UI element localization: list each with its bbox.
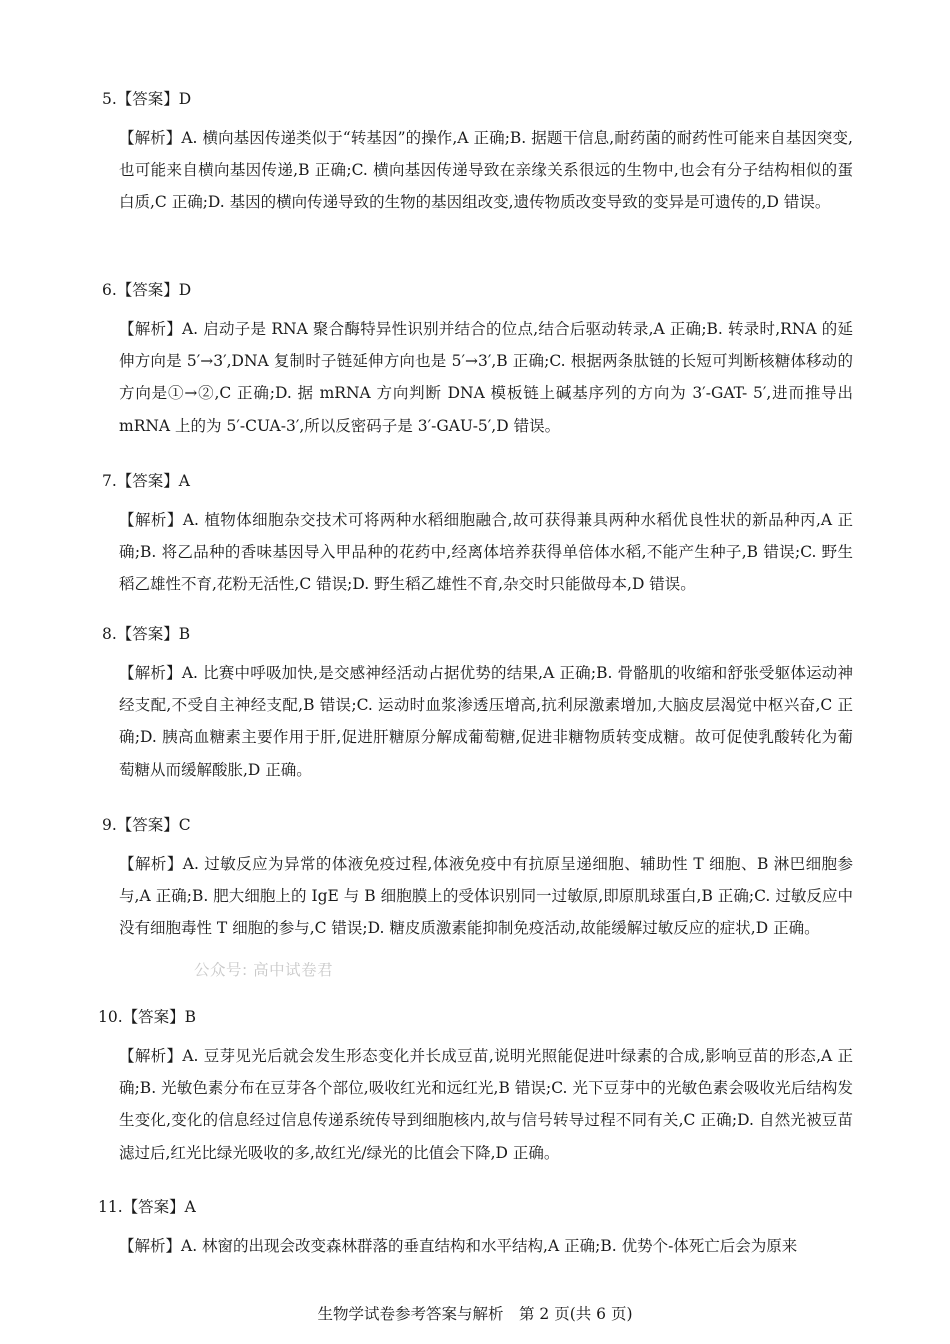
explanation-q8: 【解析】A. 比赛中呼吸加快,是交感神经活动占据优势的结果,A 正确;B. 骨骼肌的收缩和舒张受躯体运动神经支配,不受自主神经支配,B 错误;C. 运动时血浆渗透压增高,抗利尿激素增加,大脑皮层渴觉中枢兴奋,C 正确;D. 胰高血糖素主要作用于肝,促进肝糖原分解成葡萄糖,促进非糖物质转变成糖。故可促使乳酸转化为葡萄糖从而缓解酸胀,D 正确。 (119, 664, 853, 779)
explanation-q10: 【解析】A. 豆芽见光后就会发生形态变化并长成豆苗,说明光照能促进叶绿素的合成,影响豆苗的形态,A 正确;B. 光敏色素分布在豆芽各个部位,吸收红光和远红光,B 错误;C. 光下豆芽中的光敏色素会吸收光后结构发生变化,变化的信息经过信息传递系统传导到细胞核内,故与信号转导过程不同有关,C 正确;D. 自然光被豆苗滤过后,红光比绿光吸收的多,故红光/绿光的比值会下降,D 正确。 (119, 1047, 853, 1162)
answer-line-q11: 11.【答案】A (98, 1198, 196, 1216)
page-footer: 生物学试卷参考答案与解析 第 2 页(共 6 页) (317, 1305, 633, 1323)
explanation-q9: 【解析】A. 过敏反应为异常的体液免疫过程,体液免疫中有抗原呈递细胞、辅助性 T 细胞、B 淋巴细胞参与,A 正确;B. 肥大细胞上的 IgE 与 B 细胞膜上的受体识别同一过敏原,即原肌球蛋白,B 正确;C. 过敏反应中没有细胞毒性 T 细胞的参与,C 错误;D. 糖皮质激素能抑制免疫活动,故能缓解过敏反应的症状,D 正确。 (119, 855, 853, 938)
watermark: 公众号: 高中试卷君 (194, 961, 334, 979)
answer-line-q8: 8.【答案】B (102, 625, 191, 643)
explanation-q7: 【解析】A. 植物体细胞杂交技术可将两种水稻细胞融合,故可获得兼具两种水稻优良性状的新品种丙,A 正确;B. 将乙品种的香味基因导入甲品种的花药中,经离体培养获得单倍体水稻,不能产生种子,B 错误;C. 野生稻乙雄性不育,花粉无活性,C 错误;D. 野生稻乙雄性不育,杂交时只能做母本,D 错误。 (119, 511, 853, 594)
answer-line-q9: 9.【答案】C (102, 816, 191, 834)
answer-line-q7: 7.【答案】A (102, 472, 190, 490)
answer-line-q10: 10.【答案】B (98, 1008, 197, 1026)
explanation-q6: 【解析】A. 启动子是 RNA 聚合酶特异性识别并结合的位点,结合后驱动转录,A 正确;B. 转录时,RNA 的延伸方向是 5′→3′,DNA 复制时子链延伸方向也是 5′→3′,B 正确;C. 根据两条肽链的长短可判断核糖体移动的方向是①→②,C 正确;D. 据 mRNA 方向判断 DNA 模板链上碱基序列的方向为 3′-GAT- 5′,进而推导出 mRNA 上的为 5′-CUA-3′,所以反密码子是 3′-GAU-5′,D 错误。 (119, 320, 853, 435)
answer-line-q5: 5.【答案】D (102, 90, 192, 108)
explanation-q11: 【解析】A. 林窗的出现会改变森林群落的垂直结构和水平结构,A 正确;B. 优势个-体死亡后会为原来 (119, 1237, 798, 1255)
answer-line-q6: 6.【答案】D (102, 281, 192, 299)
explanation-q5: 【解析】A. 横向基因传递类似于“转基因”的操作,A 正确;B. 据题干信息,耐药菌的耐药性可能来自基因突变,也可能来自横向基因传递,B 正确;C. 横向基因传递导致在亲缘关系很远的生物中,也会有分子结构相似的蛋白质,C 正确;D. 基因的横向传递导致的生物的基因组改变,遗传物质改变导致的变异是可遗传的,D 错误。 (119, 129, 853, 212)
